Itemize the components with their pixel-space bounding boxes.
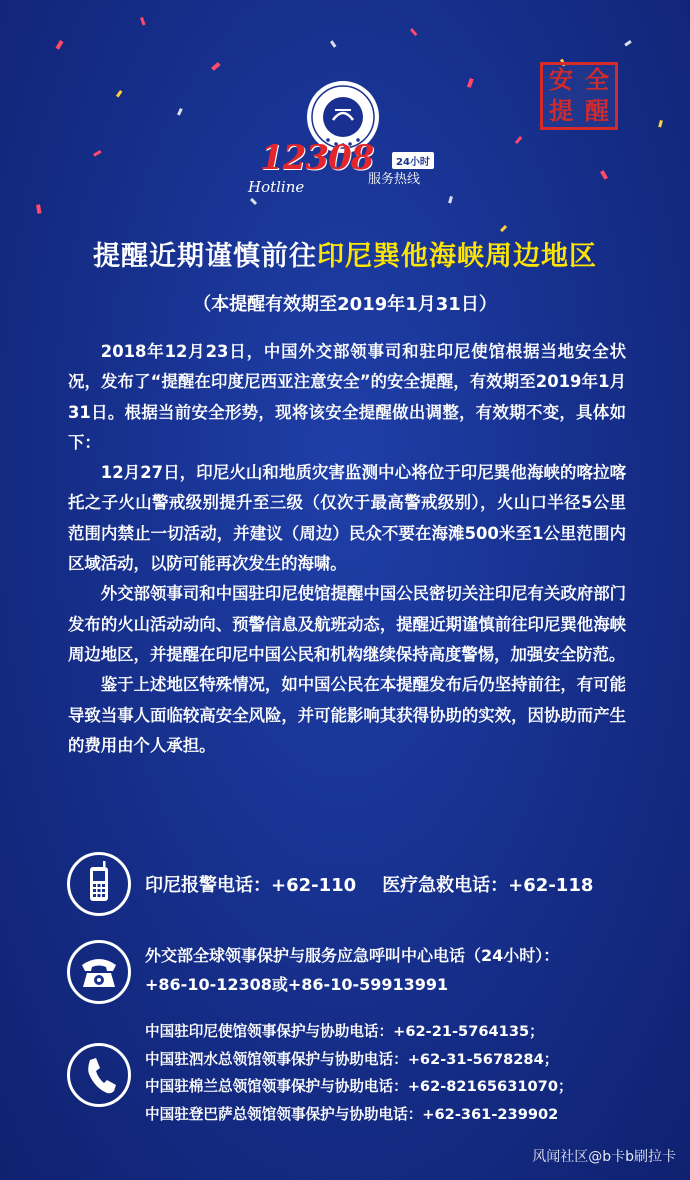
emergency-numbers — [145, 871, 619, 897]
notice-body — [68, 337, 626, 761]
paragraph: 鉴于上述地区特殊情况，如中国公民在本提醒发布后仍坚持前往，有可能导致当事人面临较高安全风险，并可能影响其获得协助的实效，因协助而产生的费用由个人承担。 — [68, 675, 626, 755]
consulate-contacts — [145, 1018, 573, 1128]
global-hotline-label: 外交部全球领事保护与服务应急呼叫中心电话（24小时）： — [145, 946, 560, 965]
source-credit: 风闻社区@b卡b刷拉卡 — [532, 1149, 676, 1165]
title-part1: 提醒近期谨慎前往 — [93, 241, 317, 272]
hotline-label-en: Hotline — [248, 178, 305, 196]
page-title — [0, 234, 690, 273]
police-phone: 印尼报警电话：+62-110 — [145, 875, 357, 896]
medical-phone: 医疗急救电话：+62-118 — [382, 875, 594, 896]
consulate-line: 中国驻棉兰总领馆领事保护与协助电话：+62-82165631070； — [145, 1078, 573, 1095]
paragraph: 外交部领事司和中国驻印尼使馆提醒中国公民密切关注印尼有关政府部门发布的火山活动动向、预警信息及航班动态，提醒近期谨慎前往印尼巽他海峡周边地区，并提醒在印尼中国公民和机构继续保持高度警惕，加强安全防范。 — [68, 584, 626, 664]
validity-notice: （本提醒有效期至2019年1月31日） — [193, 294, 497, 315]
mobile-phone-icon — [67, 852, 131, 916]
global-hotline-numbers: +86-10-12308或+86-10-59913991 — [145, 975, 449, 994]
hotline-label-cn: 服务热线 — [368, 172, 421, 187]
paragraph: 12月27日，印尼火山和地质灾害监测中心将位于印尼巽他海峡的喀拉喀托之子火山警戒级别提升至三级（仅次于最高警戒级别），火山口半径5公里范围内禁止一切活动，并建议（周边）民众不要在海滩500米至1公里范围内区域活动，以防可能再次发生的海啸。 — [68, 463, 626, 574]
handset-icon — [67, 1043, 131, 1107]
hotline-number: 12308 — [260, 138, 374, 178]
consulate-line: 中国驻泗水总领馆领事保护与协助电话：+62-31-5678284； — [145, 1050, 559, 1068]
title-highlight: 印尼巽他海峡周边地区 — [317, 241, 597, 272]
stamp-char: 醒 — [585, 97, 609, 125]
global-hotline — [145, 941, 559, 999]
stamp-char: 安 — [549, 66, 573, 94]
stamp-char: 全 — [585, 66, 609, 94]
stamp-char: 提 — [549, 97, 573, 125]
hotline-24h-badge: 24小时 — [392, 152, 434, 169]
telephone-icon — [67, 940, 131, 1004]
paragraph: 2018年12月23日，中国外交部领事司和驻印尼使馆根据当地安全状况，发布了“提醒在印度尼西亚注意安全”的安全提醒，有效期至2019年1月31日。根据当前安全形势，现将该安全提醒做出调整，有效期不变，具体如下： — [68, 342, 626, 452]
consulate-line: 中国驻印尼使馆领事保护与协助电话：+62-21-5764135； — [145, 1023, 544, 1040]
safety-reminder-stamp — [540, 62, 618, 130]
consulate-line: 中国驻登巴萨总领馆领事保护与协助电话：+62-361-239902 — [145, 1105, 559, 1123]
